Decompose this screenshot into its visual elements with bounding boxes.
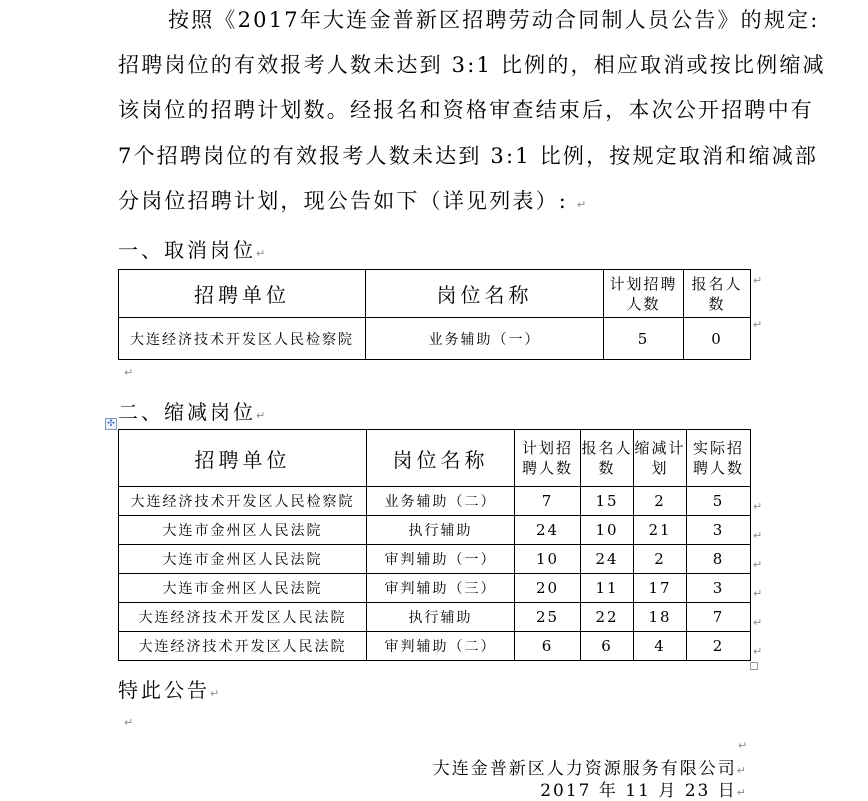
cell-position: 业务辅助（一） [366, 318, 604, 360]
cell-planned: 5 [604, 318, 684, 360]
paragraph-mark-icon: ↵ [124, 366, 134, 379]
header-planned: 计划招聘人数 [604, 270, 684, 318]
cell-planned: 20 [515, 574, 581, 603]
intro-line-2 [118, 53, 826, 77]
row-end-mark-icon: ↵ [753, 645, 763, 658]
section1-title-text: 一、取消岗位 [118, 238, 256, 262]
intro-text-1: 按照《2017年大连金普新区招聘劳动合同制人员公告》的规定: [168, 8, 820, 32]
intro-line-1 [168, 8, 820, 32]
paragraph-mark-icon: ↵ [736, 764, 748, 777]
table-row [119, 574, 751, 603]
header-position: 岗位名称 [366, 270, 604, 318]
header-applied: 报名人数 [684, 270, 751, 318]
cancelled-positions-table [118, 269, 751, 360]
cell-planned: 24 [515, 516, 581, 545]
cell-position: 审判辅助（二） [367, 632, 515, 661]
cell-planned: 10 [515, 545, 581, 574]
paragraph-mark-icon: ↵ [736, 786, 748, 799]
cell-position: 审判辅助（一） [367, 545, 515, 574]
row-end-mark-icon: ↵ [753, 318, 763, 331]
cell-planned: 25 [515, 603, 581, 632]
cell-unit: 大连经济技术开发区人民检察院 [119, 318, 366, 360]
cell-reduced: 18 [634, 603, 687, 632]
header-applied: 报名人数 [581, 430, 634, 487]
cell-applied: 24 [581, 545, 634, 574]
table-row [119, 632, 751, 661]
cell-position: 执行辅助 [367, 603, 515, 632]
header-planned: 计划招聘人数 [515, 430, 581, 487]
signature-date-text: 2017 年 11 月 23 日 [540, 781, 737, 801]
intro-text-5: 分岗位招聘计划，现公告如下（详见列表）: [118, 189, 569, 213]
cell-applied: 10 [581, 516, 634, 545]
paragraph-mark-icon: ↵ [256, 409, 269, 422]
row-end-mark-icon: ↵ [753, 274, 763, 287]
intro-text-2: 招聘岗位的有效报考人数未达到 3:1 比例的，相应取消或按比例缩减 [118, 53, 826, 77]
section1-title [118, 234, 268, 263]
row-end-mark-icon: ↵ [753, 616, 763, 629]
intro-line-5 [118, 189, 588, 217]
cell-position: 业务辅助（二） [367, 487, 515, 516]
cell-planned: 7 [515, 487, 581, 516]
paragraph-mark-icon: ↵ [576, 198, 589, 211]
intro-line-4 [118, 144, 818, 168]
closing-text: 特此公告 [118, 678, 210, 702]
section2-title [118, 396, 268, 425]
signature-date [540, 776, 748, 801]
table-header-row [119, 430, 751, 487]
cell-position: 执行辅助 [367, 516, 515, 545]
table-header-row [119, 270, 751, 318]
row-end-mark-icon: ↵ [753, 529, 763, 542]
closing [118, 674, 222, 703]
cell-reduced: 17 [634, 574, 687, 603]
row-end-mark-icon: ↵ [753, 558, 763, 571]
intro-line-3 [118, 98, 814, 122]
paragraph-mark-icon: ↵ [210, 687, 223, 700]
cell-reduced: 2 [634, 487, 687, 516]
cell-unit: 大连经济技术开发区人民法院 [119, 632, 367, 661]
header-unit: 招聘单位 [119, 270, 366, 318]
header-reduced: 缩减计划 [634, 430, 687, 487]
cell-unit: 大连市金州区人民法院 [119, 545, 367, 574]
header-unit: 招聘单位 [119, 430, 367, 487]
signature-org-text: 大连金普新区人力资源服务有限公司 [432, 759, 737, 779]
table-row [119, 487, 751, 516]
reduced-positions-table [118, 429, 751, 661]
cell-applied: 0 [684, 318, 751, 360]
cell-actual: 3 [687, 516, 751, 545]
table-row [119, 516, 751, 545]
row-end-mark-icon: ↵ [753, 500, 763, 513]
row-end-mark-icon: ↵ [753, 587, 763, 600]
header-position: 岗位名称 [367, 430, 515, 487]
header-actual: 实际招聘人数 [687, 430, 751, 487]
intro-text-3: 该岗位的招聘计划数。经报名和资格审查结束后，本次公开招聘中有 [118, 98, 814, 122]
cell-position: 审判辅助（三） [367, 574, 515, 603]
cell-unit: 大连市金州区人民法院 [119, 574, 367, 603]
cell-applied: 22 [581, 603, 634, 632]
paragraph-mark-icon: ↵ [256, 247, 269, 260]
cell-actual: 5 [687, 487, 751, 516]
table-row [119, 603, 751, 632]
cell-reduced: 4 [634, 632, 687, 661]
table-move-handle-icon[interactable]: ✣ [105, 418, 117, 430]
cell-applied: 11 [581, 574, 634, 603]
cell-reduced: 2 [634, 545, 687, 574]
paragraph-mark-icon: ↵ [124, 716, 134, 729]
cell-planned: 6 [515, 632, 581, 661]
table-row [119, 545, 751, 574]
cell-reduced: 21 [634, 516, 687, 545]
table-resize-handle[interactable] [750, 662, 758, 670]
cell-actual: 3 [687, 574, 751, 603]
cell-applied: 15 [581, 487, 634, 516]
paragraph-mark-icon: ↵ [738, 739, 748, 752]
intro-text-4: 7个招聘岗位的有效报考人数未达到 3:1 比例，按规定取消和缩减部 [118, 144, 819, 168]
section2-title-text: 二、缩减岗位 [118, 400, 256, 424]
cell-actual: 7 [687, 603, 751, 632]
cell-unit: 大连市金州区人民法院 [119, 516, 367, 545]
cell-unit: 大连经济技术开发区人民法院 [119, 603, 367, 632]
table-row [119, 318, 751, 360]
cell-actual: 8 [687, 545, 751, 574]
cell-actual: 2 [687, 632, 751, 661]
cell-unit: 大连经济技术开发区人民检察院 [119, 487, 367, 516]
cell-applied: 6 [581, 632, 634, 661]
